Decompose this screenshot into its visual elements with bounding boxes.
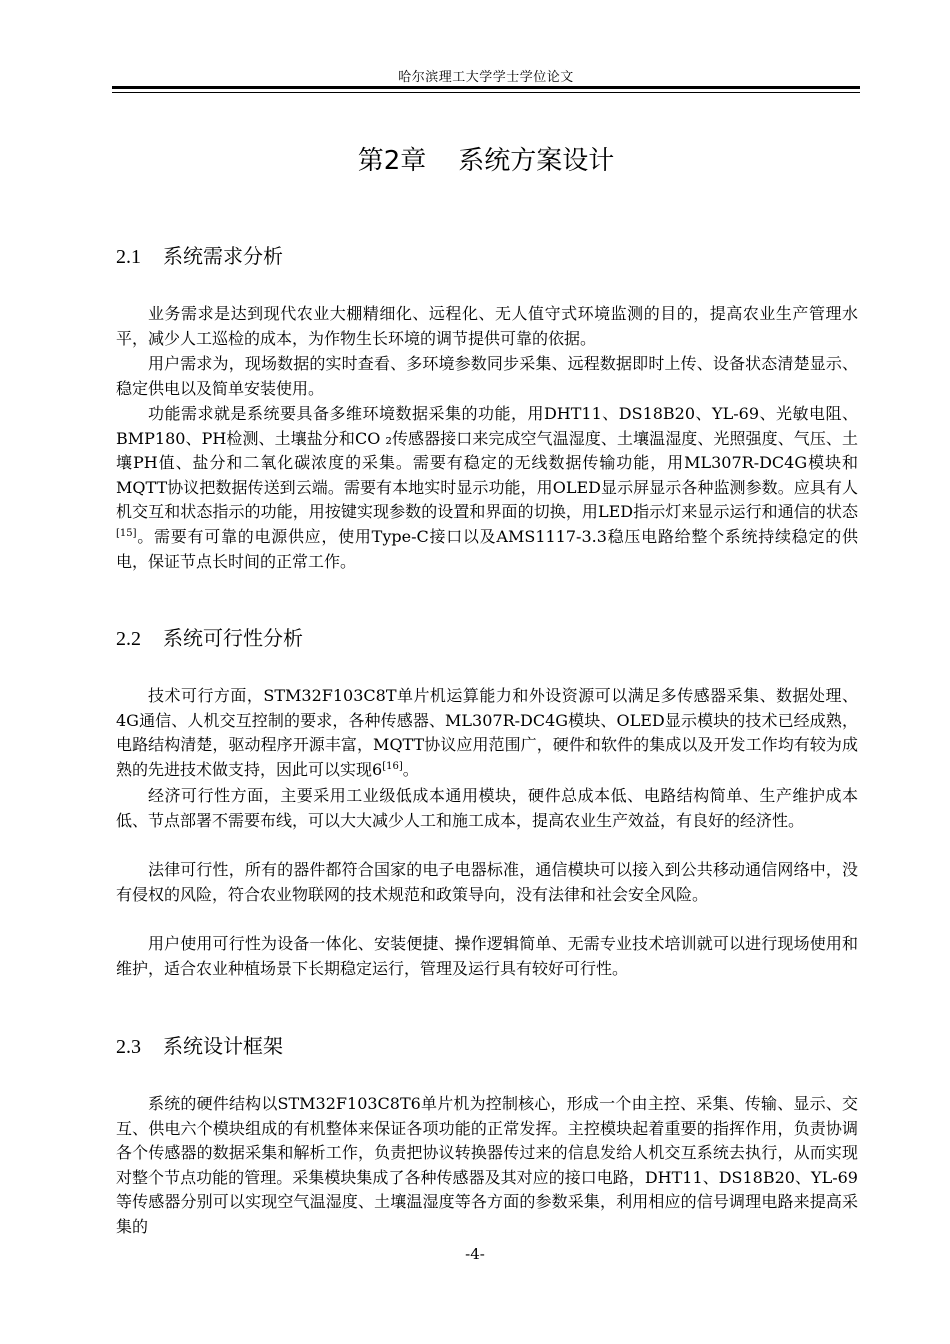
section-title: 系统需求分析 (163, 244, 283, 268)
running-header: 哈尔滨理工大学学士学位论文 (398, 70, 574, 85)
paragraph: 用户需求为，现场数据的实时查看、多环境参数同步采集、远程数据即时上传、设备状态清楚显示、稳定供电以及简单安装使用。 (116, 354, 858, 398)
section-title: 系统可行性分析 (163, 626, 303, 650)
page-number: -4- (465, 1245, 485, 1263)
chapter-number: 第2章 (357, 146, 427, 176)
section-number: 2.2 (116, 628, 141, 650)
citation: [15] (116, 527, 137, 539)
paragraph: 用户使用可行性为设备一体化、安装便捷、操作逻辑简单、无需专业技术培训就可以进行现场使用和维护，适合农业种植场景下长期稳定运行，管理及运行具有较好可行性。 (116, 934, 858, 978)
chapter-name: 系统方案设计 (458, 146, 615, 176)
section-number: 2.1 (116, 246, 141, 268)
section-title: 系统设计框架 (163, 1034, 283, 1058)
chapter-title (112, 140, 860, 177)
citation: [16] (382, 760, 403, 772)
paragraph-text: 功能需求就是系统要具备多维环境数据采集的功能，用DHT11、DS18B20、YL-69、光敏电阻、BMP180、PH检测、土壤盐分和CO ₂传感器接口来完成空气温湿度、土壤温湿度、光照强度、气压、土壤PH值、盐分和二氧化碳浓度的采集。需要有稳定的无线数据传输功能，用ML307R-DC4G模块和MQTT协议把数据传送到云端。需要有本地实时显示功能，用OLED显示屏显示各种监测参数。应具有人机交互和状态指示的功能，用按键实现参数的设置和界面的切换，用LED指示灯来显示运行和通信的状态 (116, 404, 858, 522)
paragraph-text: 技术可行方面，STM32F103C8T单片机运算能力和外设资源可以满足多传感器采集、数据处理、4G通信、人机交互控制的要求，各种传感器、ML307R-DC4G模块、OLED显示模块的技术已经成熟，电路结构清楚，驱动程序开源丰富，MQTT协议应用范围广，硬件和软件的集成以及开发工作均有较为成熟的先进技术做支持，因此可以实现6 (116, 686, 858, 779)
paragraph-text: 。 (402, 759, 419, 779)
section-number: 2.3 (116, 1036, 141, 1058)
header-rule-thin (112, 92, 860, 93)
paragraph: 系统的硬件结构以STM32F103C8T6单片机为控制核心，形成一个由主控、采集、传输、显示、交互、供电六个模块组成的有机整体来保证各项功能的正常发挥。主控模块起着重要的指挥作用，负责协调各个传感器的数据采集和解析工作，负责把协议转换器传过来的信息发给人机交互系统去执行，从而实现对整个节点功能的管理。采集模块集成了各种传感器及其对应的接口电路，DHT11、DS18B20、YL-69等传感器分别可以实现空气温湿度、土壤温湿度等各方面的参数采集，利用相应的信号调理电路来提高采集的 (116, 1094, 858, 1236)
paragraph: 经济可行性方面，主要采用工业级低成本通用模块，硬件总成本低、电路结构简单、生产维护成本低、节点部署不需要布线，可以大大减少人工和施工成本，提高农业生产效益，有良好的经济性。 (116, 786, 858, 830)
paragraph: 法律可行性，所有的器件都符合国家的电子电器标准，通信模块可以接入到公共移动通信网络中，没有侵权的风险，符合农业物联网的技术规范和政策导向，没有法律和社会安全风险。 (116, 860, 858, 904)
paragraph-text: 。需要有可靠的电源供应，使用Type-C接口以及AMS1117-3.3稳压电路给整个系统持续稳定的供电，保证节点长时间的正常工作。 (116, 526, 858, 571)
section-heading-2-1 (116, 240, 283, 269)
section-heading-2-2 (116, 622, 303, 651)
paragraph (116, 684, 858, 782)
header-rule-thick (112, 86, 860, 89)
paragraph (116, 402, 858, 574)
paragraph: 业务需求是达到现代农业大棚精细化、远程化、无人值守式环境监测的目的，提高农业生产管理水平，减少人工巡检的成本，为作物生长环境的调节提供可靠的依据。 (116, 304, 858, 348)
section-heading-2-3 (116, 1030, 283, 1059)
